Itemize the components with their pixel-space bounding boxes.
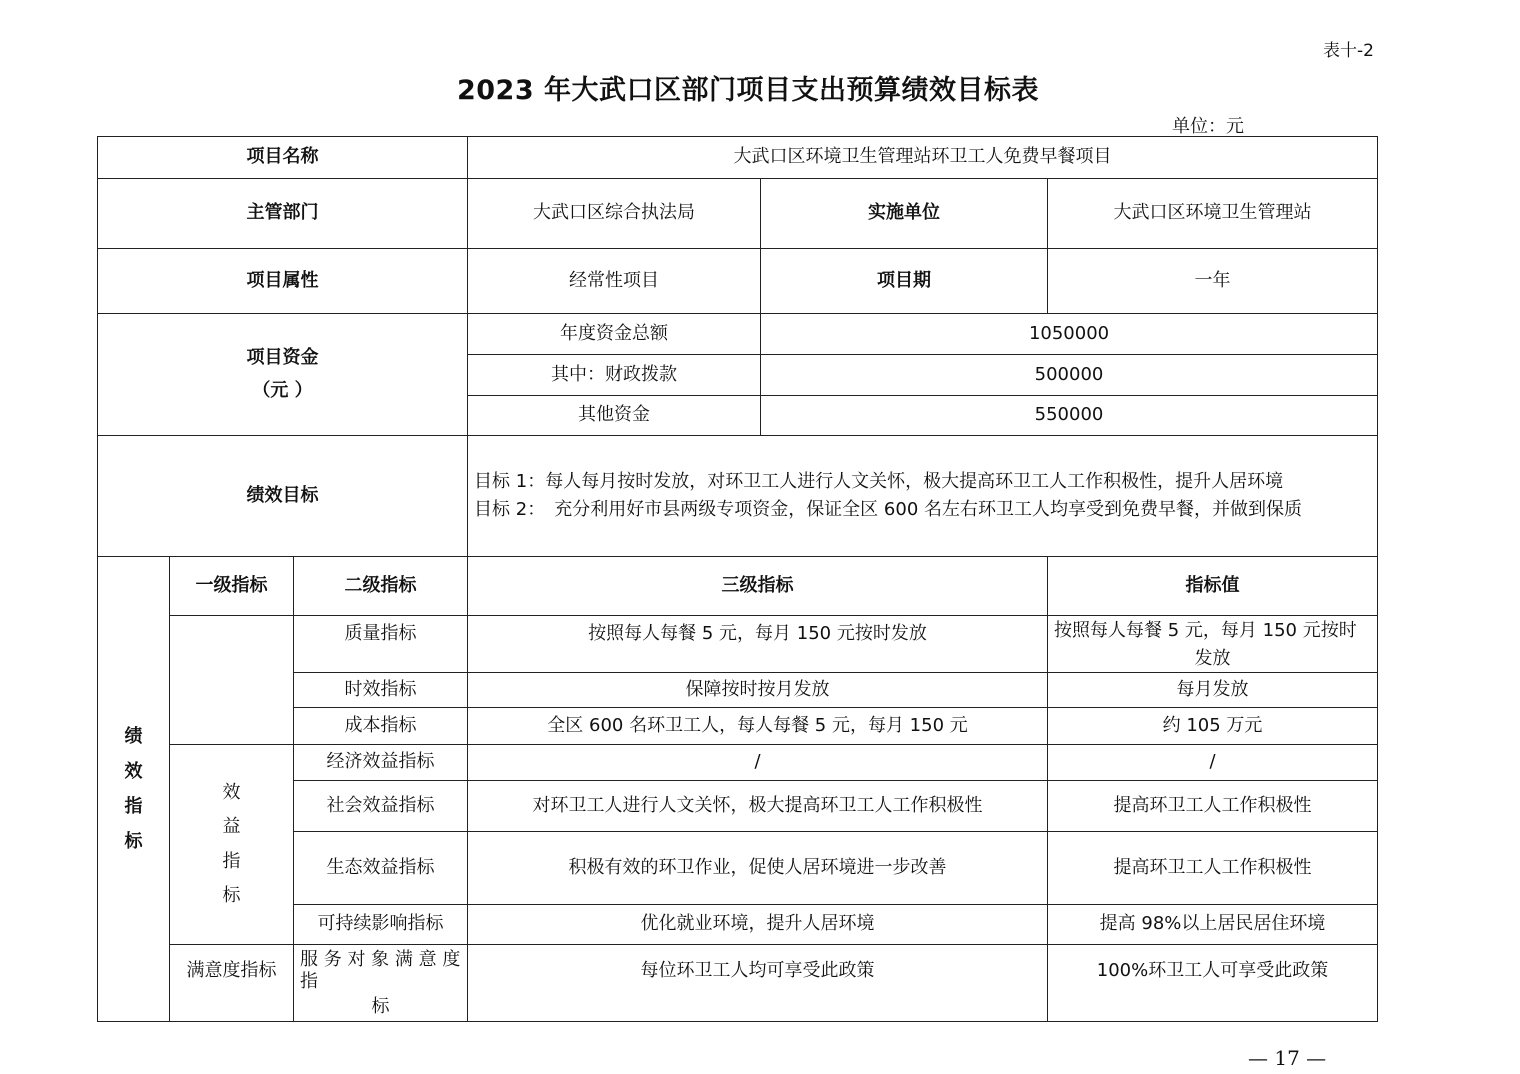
level3-social: 对环卫工人进行人文关怀，极大提高环卫工人工作积极性 bbox=[468, 781, 1048, 832]
value-ecological: 提高环卫工人工作积极性 bbox=[1048, 832, 1378, 905]
goal-1: 目标 1：每人每月按时发放，对环卫工人进行人文关怀，极大提高环卫工人工作积极性，提升人居环境 bbox=[474, 470, 1284, 492]
page-title: 2023 年大武口区部门项目支出预算绩效目标表 bbox=[456, 75, 1040, 106]
level2-sustainable: 可持续影响指标 bbox=[294, 905, 468, 945]
satisfaction-level2-line2: 标 bbox=[371, 996, 390, 1018]
level3-timeliness: 保障按时按月发放 bbox=[468, 673, 1048, 708]
value-quality-line1: 按照每人每餐 5 元，每月 150 元按时 bbox=[1054, 620, 1357, 641]
funds-label-line1: 项目资金 bbox=[246, 347, 319, 369]
value-sustainable: 提高 98%以上居民居住环境 bbox=[1048, 905, 1378, 945]
funds-row-label: 其他资金 bbox=[468, 396, 761, 436]
level2-ecological: 生态效益指标 bbox=[294, 832, 468, 905]
satisfaction-level2-line1: 服 务 对 象 满 意 度 指 bbox=[300, 949, 461, 992]
project-period-value: 一年 bbox=[1048, 249, 1378, 314]
level2-economic: 经济效益指标 bbox=[294, 745, 468, 781]
level2-cost: 成本指标 bbox=[294, 708, 468, 745]
value-cost: 约 105 万元 bbox=[1048, 708, 1378, 745]
level3-quality: 按照每人每餐 5 元，每月 150 元按时发放 bbox=[468, 616, 1048, 673]
funds-row-value: 550000 bbox=[761, 396, 1378, 436]
dept-label: 主管部门 bbox=[98, 179, 468, 249]
level2-timeliness: 时效指标 bbox=[294, 673, 468, 708]
value-social: 提高环卫工人工作积极性 bbox=[1048, 781, 1378, 832]
funds-row-label: 其中：财政拨款 bbox=[468, 355, 761, 396]
funds-row-value: 1050000 bbox=[761, 314, 1378, 355]
satisfaction-value: 100%环卫工人可享受此政策 bbox=[1048, 945, 1378, 1022]
project-name-label: 项目名称 bbox=[98, 137, 468, 179]
value-quality-line2: 发放 bbox=[1194, 647, 1231, 669]
goals-content bbox=[468, 436, 1378, 557]
col-header-level3: 三级指标 bbox=[468, 557, 1048, 616]
value-quality bbox=[1048, 616, 1378, 673]
col-header-level1: 一级指标 bbox=[170, 557, 294, 616]
goal-2: 目标 2： 充分利用好市县两级专项资金，保证全区 600 名左右环卫工人均享受到免费早餐，并做到保质 bbox=[474, 499, 1302, 520]
unit-label: 单位：元 bbox=[1172, 116, 1244, 137]
section-char: 绩 bbox=[124, 725, 143, 747]
table-id-label: 表十-2 bbox=[1323, 41, 1374, 61]
impl-unit-label: 实施单位 bbox=[761, 179, 1048, 249]
benefit-char: 指 bbox=[222, 850, 241, 872]
satisfaction-level2 bbox=[294, 945, 468, 1022]
col-header-value: 指标值 bbox=[1048, 557, 1378, 616]
output-level1-cell bbox=[170, 616, 294, 745]
goals-label: 绩效目标 bbox=[98, 436, 468, 557]
page-number: — 17 — bbox=[1248, 1046, 1327, 1070]
satisfaction-level3: 每位环卫工人均可享受此政策 bbox=[468, 945, 1048, 1022]
level3-ecological: 积极有效的环卫作业，促使人居环境进一步改善 bbox=[468, 832, 1048, 905]
project-attr-label: 项目属性 bbox=[98, 249, 468, 314]
project-attr-value: 经常性项目 bbox=[468, 249, 761, 314]
performance-target-table bbox=[97, 136, 1378, 1022]
indicators-section-label bbox=[98, 557, 170, 1022]
col-header-level2: 二级指标 bbox=[294, 557, 468, 616]
level2-social: 社会效益指标 bbox=[294, 781, 468, 832]
level3-cost: 全区 600 名环卫工人，每人每餐 5 元，每月 150 元 bbox=[468, 708, 1048, 745]
dept-value: 大武口区综合执法局 bbox=[468, 179, 761, 249]
section-char: 效 bbox=[124, 760, 143, 782]
benefit-char: 益 bbox=[222, 816, 241, 838]
benefit-char: 标 bbox=[222, 884, 241, 906]
benefit-char: 效 bbox=[222, 782, 241, 804]
project-name-value: 大武口区环境卫生管理站环卫工人免费早餐项目 bbox=[468, 137, 1378, 179]
benefit-level1-label bbox=[170, 745, 294, 945]
section-char: 指 bbox=[124, 796, 143, 817]
level3-economic: / bbox=[468, 745, 1048, 781]
level3-sustainable: 优化就业环境，提升人居环境 bbox=[468, 905, 1048, 945]
funds-label bbox=[98, 314, 468, 436]
funds-label-line2: （元 ） bbox=[252, 379, 313, 401]
funds-row-value: 500000 bbox=[761, 355, 1378, 396]
value-timeliness: 每月发放 bbox=[1048, 673, 1378, 708]
impl-unit-value: 大武口区环境卫生管理站 bbox=[1048, 179, 1378, 249]
funds-row-label: 年度资金总额 bbox=[468, 314, 761, 355]
satisfaction-level1: 满意度指标 bbox=[170, 945, 294, 1022]
value-economic: / bbox=[1048, 745, 1378, 781]
level2-quality: 质量指标 bbox=[294, 616, 468, 673]
section-char: 标 bbox=[124, 831, 143, 853]
project-period-label: 项目期 bbox=[761, 249, 1048, 314]
